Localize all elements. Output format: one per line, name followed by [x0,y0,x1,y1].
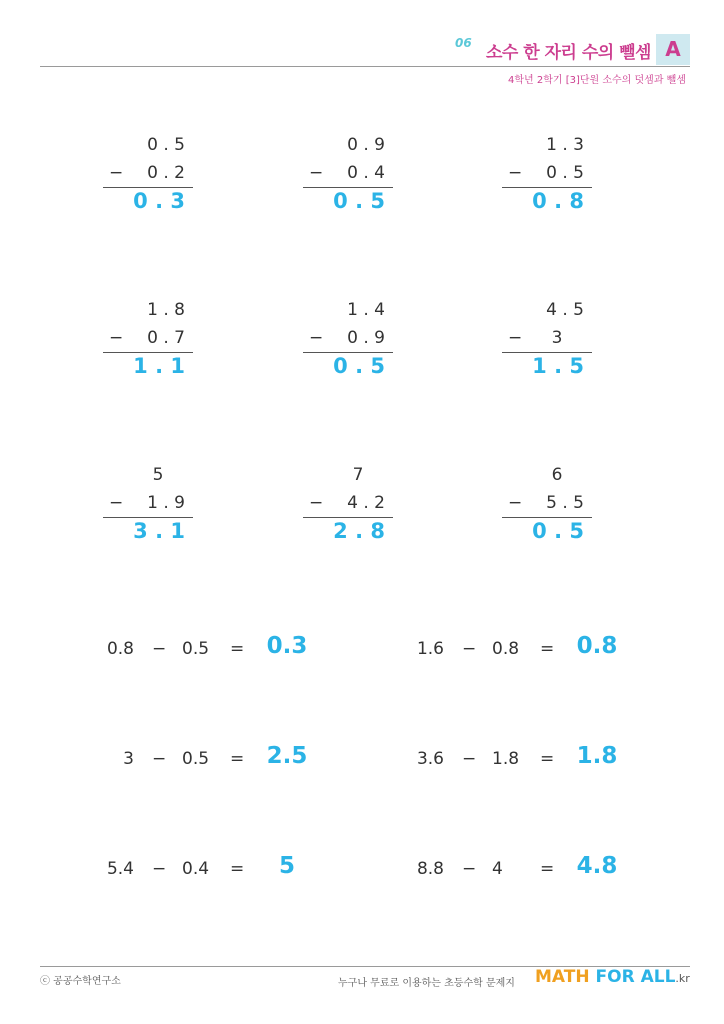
minus-sign: − [109,328,124,348]
horizontal-problem-4 [408,743,658,773]
minus-sign: − [508,493,523,513]
minus-sign: − [309,493,324,513]
subtrahend: 3 [551,328,584,348]
logo-kr: .kr [675,972,690,985]
minuend: 6 [551,465,584,485]
answer: 0 . 8 [532,189,584,213]
minus-sign: − [152,749,167,769]
page-subtitle: 4학년 2학기 [3]단원 소수의 덧셈과 뺄셈 [507,75,686,86]
subtrahend: 0 . 5 [546,163,584,183]
level-badge: A [656,34,690,65]
operand-b: 4 [492,859,503,879]
subtrahend: 0 . 2 [147,163,185,183]
answer: 2.5 [266,743,308,769]
minuend: 0 . 5 [147,135,185,155]
page-title: 소수 한 자리 수의 뺄셈 [486,43,651,63]
equals-sign: = [540,859,555,879]
minus-sign: − [109,493,124,513]
answer: 0 . 3 [133,189,185,213]
page-number: 06 [455,36,472,50]
minuend: 5 [152,465,185,485]
answer-line [303,517,393,518]
answer-line [502,517,592,518]
equals-sign: = [230,749,245,769]
logo-for-all: FOR ALL [595,967,676,987]
operand-a: 3.6 [416,749,444,769]
subtrahend: 1 . 9 [147,493,185,513]
answer: 1 . 1 [133,354,185,378]
minuend: 4 . 5 [546,300,584,320]
vertical-problem-8 [303,465,393,545]
site-logo [535,967,690,987]
answer-line [303,187,393,188]
answer: 0 . 5 [532,519,584,543]
vertical-problem-2 [303,135,393,215]
operand-b: 0.5 [182,749,210,769]
answer: 0.8 [576,633,618,659]
vertical-problem-4 [103,300,193,380]
minus-sign: − [462,859,477,879]
answer-line [502,187,592,188]
answer: 0 . 5 [333,354,385,378]
minus-sign: − [152,639,167,659]
answer-line [303,352,393,353]
vertical-problem-7 [103,465,193,545]
subtrahend: 0 . 9 [347,328,385,348]
minus-sign: − [309,328,324,348]
equals-sign: = [540,639,555,659]
operand-a: 8.8 [416,859,444,879]
minus-sign: − [309,163,324,183]
horizontal-problem-3 [98,743,348,773]
answer: 0.3 [266,633,308,659]
answer: 1.8 [576,743,618,769]
footer-tagline: 누구나 무료로 이용하는 초등수학 문제지 [338,978,515,989]
minuend: 1 . 8 [147,300,185,320]
horizontal-problem-1 [98,633,348,663]
answer: 1 . 5 [532,354,584,378]
subtrahend: 5 . 5 [546,493,584,513]
operand-b: 0.8 [492,639,520,659]
equals-sign: = [540,749,555,769]
subtrahend: 4 . 2 [347,493,385,513]
logo-math: MATH [535,967,590,987]
operand-a: 5.4 [106,859,134,879]
vertical-problem-3 [502,135,592,215]
copyright: ⓒ 공공수학연구소 [40,976,121,987]
answer: 0 . 5 [333,189,385,213]
answer-line [502,352,592,353]
minus-sign: − [508,328,523,348]
minus-sign: − [462,639,477,659]
answer: 5 [278,853,295,879]
horizontal-problem-2 [408,633,658,663]
operand-b: 0.5 [182,639,210,659]
minuend: 0 . 9 [347,135,385,155]
subtrahend: 0 . 4 [347,163,385,183]
answer: 4.8 [576,853,618,879]
minuend: 1 . 4 [347,300,385,320]
minus-sign: − [508,163,523,183]
vertical-problem-9 [502,465,592,545]
answer: 3 . 1 [133,519,185,543]
minuend: 1 . 3 [546,135,584,155]
equals-sign: = [230,859,245,879]
operand-a: 0.8 [106,639,134,659]
minus-sign: − [462,749,477,769]
answer-line [103,187,193,188]
horizontal-problem-5 [98,853,348,883]
minuend: 7 [352,465,385,485]
horizontal-problem-6 [408,853,658,883]
vertical-problem-1 [103,135,193,215]
answer-line [103,352,193,353]
vertical-problem-6 [502,300,592,380]
minus-sign: − [152,859,167,879]
answer: 2 . 8 [333,519,385,543]
operand-a: 3 [123,749,134,769]
minus-sign: − [109,163,124,183]
vertical-problem-5 [303,300,393,380]
subtrahend: 0 . 7 [147,328,185,348]
answer-line [103,517,193,518]
header-divider [40,66,690,67]
operand-b: 1.8 [492,749,520,769]
operand-a: 1.6 [416,639,444,659]
operand-b: 0.4 [182,859,210,879]
equals-sign: = [230,639,245,659]
